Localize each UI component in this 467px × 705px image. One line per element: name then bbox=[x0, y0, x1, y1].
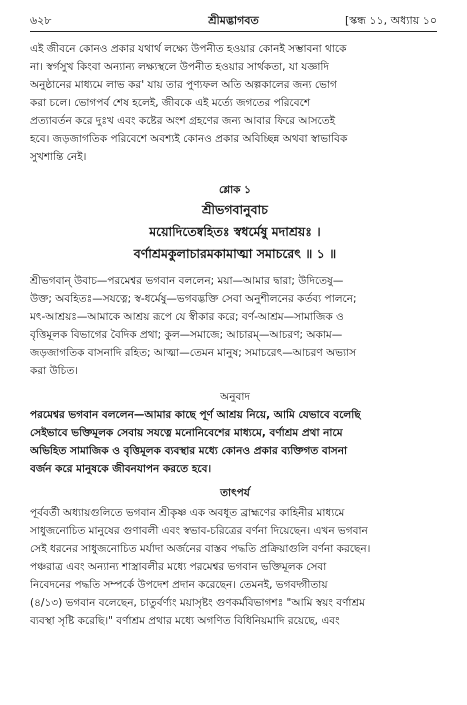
purport-line: (৪/১৩) ভগবান বলেছেন, চাতুর্বর্ণ্যং ময়াসৃষ্টং গুণকর্মবিভাগশঃ "আমি স্বয়ং বর্ণাশ্রম bbox=[30, 597, 365, 609]
synonym-line: মৎ-আশ্রয়ঃ—আমাকে আশ্রয় রূপে যে স্বীকার করে; বর্ণ-আশ্রম—সামাজিক ও bbox=[30, 311, 344, 323]
purport-line: সাধুজনোচিত মানুষের গুণাবলী এবং স্বভাব-চরিত্রের বর্ণনা দিয়েছেন। এখন ভগবান bbox=[30, 525, 368, 537]
synonym-line: শ্রীভগবান্ উবাচ—পরমেশ্বর ভগবান বললেন; ময়া—আমার দ্বারা; উদিতেষু— bbox=[30, 275, 344, 287]
purport-line: সেই ধরনের সাধুজনোচিত মর্যাদা অর্জনের বাস্তব পদ্ধতি প্রক্রিয়াগুলি বর্ণনা করছেন। bbox=[30, 543, 371, 555]
translation-line: পরমেশ্বর ভগবান বললেন—আমার কাছে পূর্ণ আশ্রয় নিয়ে, আমি যেভাবে বলেছি bbox=[30, 409, 361, 421]
text-line: হবে। জড়জাগতিক পরিবেশে অবশ্যই কোনও প্রকার অবিচ্ছিন্ন অথবা স্বাভাবিক bbox=[30, 133, 348, 145]
text-line: না। স্বর্গসুখ কিংবা অন্যান্য লক্ষ্যস্থলে উপনীত হওয়ার সার্থকতা, যা যজ্ঞাদি bbox=[30, 61, 329, 73]
translation-line: সেইভাবে ভক্তিমূলক সেবায় সযত্নে মনোনিবেশের মাধ্যমে, বর্ণাশ্রম প্রথা নামে bbox=[30, 427, 343, 439]
text-line: করা চলে। ভোগপর্ব শেষ হলেই, জীবকে এই মর্ত্যে জগতের পরিবেশে bbox=[30, 97, 311, 109]
speaker-line: শ্রীভগবানুবাচ bbox=[202, 202, 268, 217]
verse-heading: শ্লোক ১ bbox=[219, 184, 251, 196]
synonym-line: উক্ত; অবহিতঃ—সযত্নে; স্ব-ধর্মেষু—ভগবদ্ভক্তি সেবা অনুশীলনের কর্তব্য পালনে; bbox=[30, 293, 357, 305]
translation-heading: অনুবাদ bbox=[220, 391, 250, 403]
header-rule bbox=[30, 31, 437, 32]
chapter-reference: [স্কন্ধ ১১, অধ্যায় ১০ bbox=[344, 14, 437, 27]
purport-heading: তাৎপর্য bbox=[220, 487, 250, 499]
translation-line: বর্জন করে মানুষকে জীবনযাপন করতে হবে। bbox=[30, 463, 212, 475]
purport-line: ব্যবস্থা সৃষ্টি করেছি।" বর্ণাশ্রম প্রথার মধ্যে অগণিত বিধিনিয়মাদি রয়েছে, এবং bbox=[30, 615, 340, 627]
verse-line: বর্ণাশ্রমকুলাচারমকামাত্মা সমাচরেৎ ॥ ১ ॥ bbox=[133, 246, 337, 261]
purport-line: পূর্ববর্তী অধ্যায়গুলিতে ভগবান শ্রীকৃষ্ণ এক অবধূত ব্রাহ্মণের কাহিনীর মাধ্যমে bbox=[30, 507, 345, 519]
text-line: সুখশান্তি নেই। bbox=[30, 151, 87, 163]
synonym-line: বৃত্তিমূলক বিভাগের বৈদিক প্রথা; কুল—সমাজে; আচারম্—আচরণ; অকাম— bbox=[30, 329, 343, 341]
synonym-line: জড়জাগতিক বাসনাদি রহিত; আত্মা—তেমন মানুষ; সমাচরেৎ—আচরণ অভ্যাস bbox=[30, 347, 357, 359]
synonym-line: করা উচিত। bbox=[30, 365, 78, 377]
text-line: অনুষ্ঠানের মাধ্যমে লাভ কর' যায় তার পুণ্যফল অতি অল্পকালের জন্য ভোগ bbox=[30, 79, 337, 91]
purport-line: নিবেদনের পদ্ধতি সম্পর্কে উপদেশ প্রদান করেছেন। তেমনই, ভগবদ্গীতায় bbox=[30, 579, 328, 591]
purport-line: পঞ্চরাত্র এবং অন্যান্য শাস্ত্রাবলীর মধ্যে পরমেশ্বর ভগবান ভক্তিমূলক সেবা bbox=[30, 561, 327, 573]
page-header bbox=[30, 12, 437, 30]
verse-line: ময়োদিতেষ্বহিতঃ স্বধর্মেষু মদাশ্রয়ঃ । bbox=[149, 224, 321, 239]
translation-line: অভিহিত সামাজিক ও বৃত্তিমূলক ব্যবস্থার মধ্যে কোনও প্রকার ব্যক্তিগত বাসনা bbox=[30, 445, 348, 457]
book-title: শ্রীমদ্ভাগবত bbox=[208, 14, 259, 27]
page-number: ৬২৮ bbox=[30, 14, 52, 27]
text-line: প্রত্যাবর্তন করে দুঃখ এবং কষ্টের অংশ গ্রহণের জন্য আবার ফিরে আসতেই bbox=[30, 115, 336, 127]
text-line: এই জীবনে কোনও প্রকার যথার্থ লক্ষ্যে উপনীত হওয়ার কোনই সম্ভাবনা থাকে bbox=[30, 43, 347, 55]
